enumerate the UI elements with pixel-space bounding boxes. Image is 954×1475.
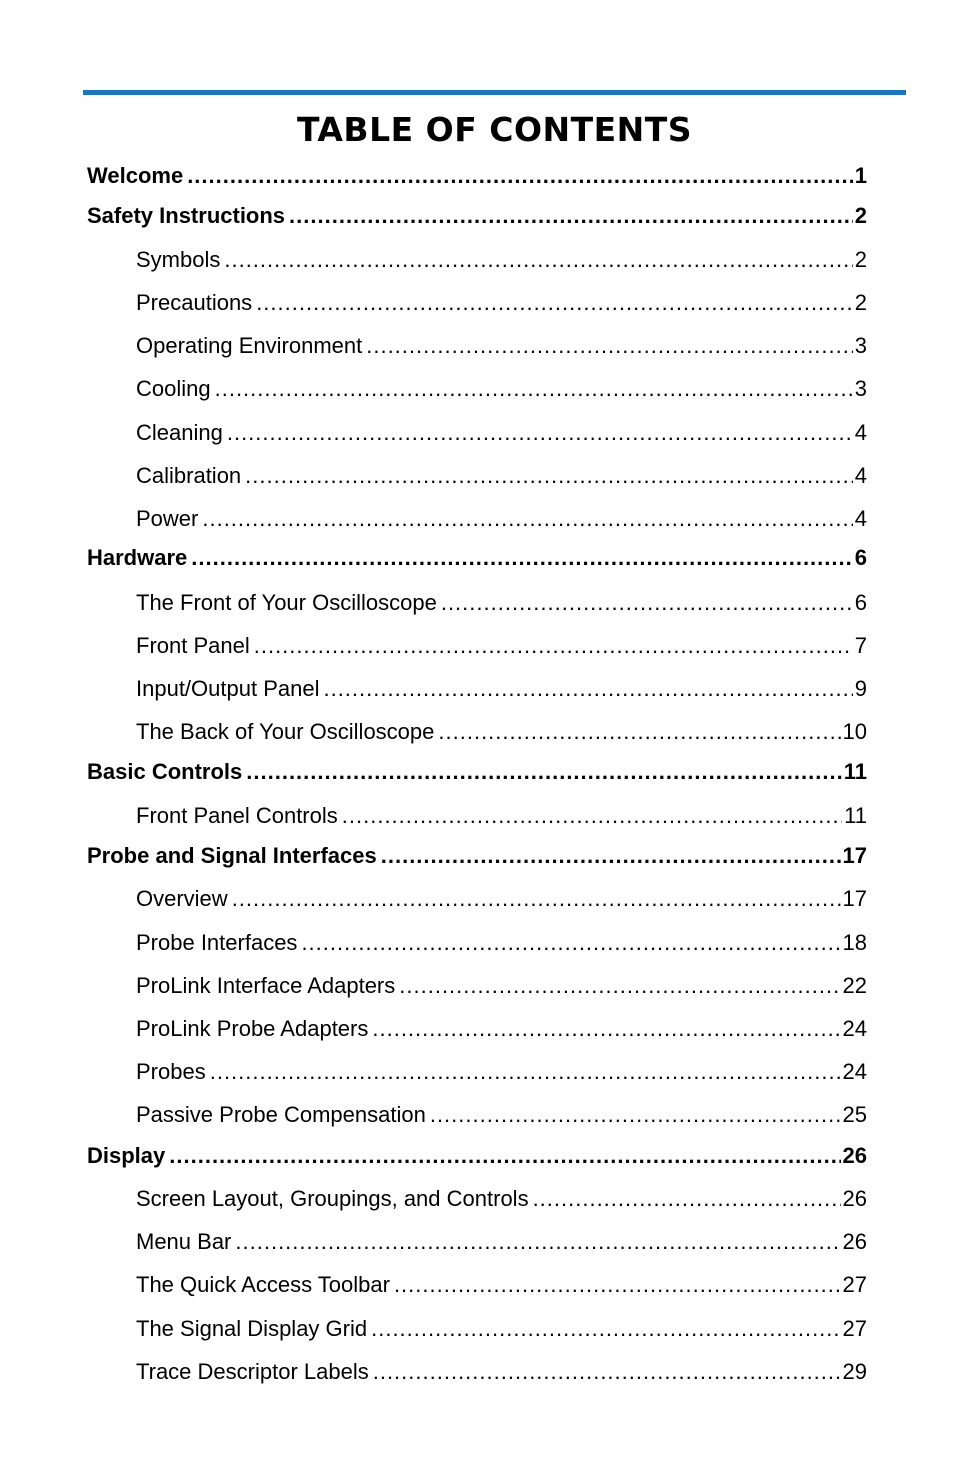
toc-entry-label: Overview [136, 886, 228, 911]
dot-leader [399, 971, 840, 1001]
dot-leader [254, 631, 853, 661]
dot-leader [256, 288, 853, 318]
toc-entry-label: Front Panel Controls [136, 803, 338, 828]
dot-leader [169, 1141, 840, 1171]
toc-entry-welcome[interactable] [87, 161, 867, 191]
toc-entry-label: Cooling [136, 376, 211, 401]
toc-page-number: 2 [854, 203, 867, 228]
toc-page-number: 4 [854, 463, 867, 488]
dot-leader [366, 331, 853, 361]
dot-leader [381, 841, 841, 871]
toc-entry-label: The Back of Your Oscilloscope [136, 719, 435, 744]
toc-page-number: 2 [854, 247, 867, 272]
toc-entry-front-panel[interactable] [136, 631, 867, 661]
toc-entry-label: Calibration [136, 463, 242, 488]
toc-page-number: 26 [842, 1229, 867, 1254]
dot-leader [215, 374, 853, 404]
toc-page-number: 26 [842, 1143, 867, 1168]
toc-entry-label: Display [87, 1143, 166, 1168]
toc-entry-label: The Signal Display Grid [136, 1316, 368, 1341]
dot-leader [430, 1100, 841, 1130]
toc-entry-overview[interactable] [136, 884, 867, 914]
toc-entry-label: Screen Layout, Groupings, and Controls [136, 1186, 529, 1211]
toc-entry-label: Passive Probe Compensation [136, 1102, 426, 1127]
toc-entry-label: Basic Controls [87, 759, 243, 784]
toc-page-number: 10 [842, 719, 867, 744]
toc-entry-label: Probe Interfaces [136, 930, 298, 955]
toc-entry-label: Probes [136, 1059, 206, 1084]
toc-page-number: 25 [842, 1102, 867, 1127]
toc-page-number: 4 [854, 506, 867, 531]
toc-entry-calibration[interactable] [136, 461, 867, 491]
toc-page-number: 3 [854, 333, 867, 358]
toc-entry-label: Trace Descriptor Labels [136, 1359, 369, 1384]
toc-page-number: 18 [842, 930, 867, 955]
toc-entry-signal-display-grid[interactable] [136, 1314, 867, 1344]
toc-entry-label: Probe and Signal Interfaces [87, 843, 377, 868]
toc-page-number: 27 [842, 1272, 867, 1297]
dot-leader [235, 1227, 840, 1257]
toc-page-number: 7 [854, 633, 867, 658]
dot-leader [224, 245, 852, 275]
toc-entry-label: Symbols [136, 247, 221, 272]
dot-leader [191, 543, 852, 573]
toc-entry-label: ProLink Probe Adapters [136, 1016, 369, 1041]
toc-entry-operating-environment[interactable] [136, 331, 867, 361]
toc-page-number: 3 [854, 376, 867, 401]
dot-leader [342, 801, 842, 831]
toc-entry-cooling[interactable] [136, 374, 867, 404]
toc-entry-prolink-probe-adapters[interactable] [136, 1014, 867, 1044]
toc-entry-label: Cleaning [136, 420, 223, 445]
toc-entry-hardware[interactable] [87, 543, 867, 573]
toc-entry-label: Power [136, 506, 199, 531]
toc-page-number: 24 [842, 1059, 867, 1084]
page-title: TABLE OF CONTENTS [296, 110, 693, 149]
dot-leader [323, 674, 852, 704]
toc-entry-label: Input/Output Panel [136, 676, 320, 701]
dot-leader [373, 1357, 841, 1387]
toc-entry-basic-controls[interactable] [87, 757, 867, 787]
toc-entry-display[interactable] [87, 1141, 867, 1171]
dot-leader [245, 461, 853, 491]
toc-entry-label: Menu Bar [136, 1229, 232, 1254]
toc-entry-label: ProLink Interface Adapters [136, 973, 396, 998]
toc-page-number: 6 [854, 590, 867, 615]
toc-entry-cleaning[interactable] [136, 418, 867, 448]
toc-entry-front-of-oscilloscope[interactable] [136, 588, 867, 618]
toc-page-number: 22 [842, 973, 867, 998]
toc-page-number: 1 [854, 163, 867, 188]
dot-leader [232, 884, 841, 914]
toc-entry-probe-signal-interfaces[interactable] [87, 841, 867, 871]
toc-page-number: 6 [854, 545, 867, 570]
toc-entry-front-panel-controls[interactable] [136, 801, 867, 831]
toc-page-number: 9 [854, 676, 867, 701]
toc-entry-symbols[interactable] [136, 245, 867, 275]
toc-entry-label: Operating Environment [136, 333, 363, 358]
dot-leader [202, 504, 852, 534]
dot-leader [372, 1014, 840, 1044]
toc-entry-probe-interfaces[interactable] [136, 928, 867, 958]
toc-entry-input-output-panel[interactable] [136, 674, 867, 704]
toc-entry-label: Safety Instructions [87, 203, 286, 228]
dot-leader [246, 757, 841, 787]
toc-entry-safety-instructions[interactable] [87, 201, 867, 231]
toc-entry-label: Welcome [87, 163, 184, 188]
dot-leader [289, 201, 853, 231]
toc-page-number: 24 [842, 1016, 867, 1041]
dot-leader [441, 588, 853, 618]
toc-entry-passive-probe-compensation[interactable] [136, 1100, 867, 1130]
toc-entry-trace-descriptor-labels[interactable] [136, 1357, 867, 1387]
toc-entry-label: Precautions [136, 290, 253, 315]
toc-entry-power[interactable] [136, 504, 867, 534]
toc-entry-screen-layout[interactable] [136, 1184, 867, 1214]
toc-page-number: 4 [854, 420, 867, 445]
toc-page-number: 17 [842, 843, 867, 868]
toc-entry-label: The Front of Your Oscilloscope [136, 590, 437, 615]
dot-leader [394, 1270, 841, 1300]
toc-page-number: 26 [842, 1186, 867, 1211]
toc-page-number: 27 [842, 1316, 867, 1341]
toc-page-number: 17 [842, 886, 867, 911]
toc-entry-menu-bar[interactable] [136, 1227, 867, 1257]
toc-entry-precautions[interactable] [136, 288, 867, 318]
toc-page-number: 11 [843, 759, 867, 784]
toc-page-number: 11 [844, 803, 867, 828]
dot-leader [371, 1314, 840, 1344]
dot-leader [301, 928, 840, 958]
toc-entry-label: Hardware [87, 545, 188, 570]
toc-page-number: 29 [842, 1359, 867, 1384]
toc-entry-probes[interactable] [136, 1057, 867, 1087]
toc-entry-back-of-oscilloscope[interactable] [136, 717, 867, 747]
dot-leader [227, 418, 853, 448]
toc-entry-label: Front Panel [136, 633, 250, 658]
dot-leader [210, 1057, 841, 1087]
dot-leader [438, 717, 840, 747]
dot-leader [187, 161, 853, 191]
dot-leader [533, 1184, 841, 1214]
toc-entry-quick-access-toolbar[interactable] [136, 1270, 867, 1300]
toc-entry-label: The Quick Access Toolbar [136, 1272, 390, 1297]
toc-entry-prolink-interface-adapters[interactable] [136, 971, 867, 1001]
toc-page-number: 2 [854, 290, 867, 315]
